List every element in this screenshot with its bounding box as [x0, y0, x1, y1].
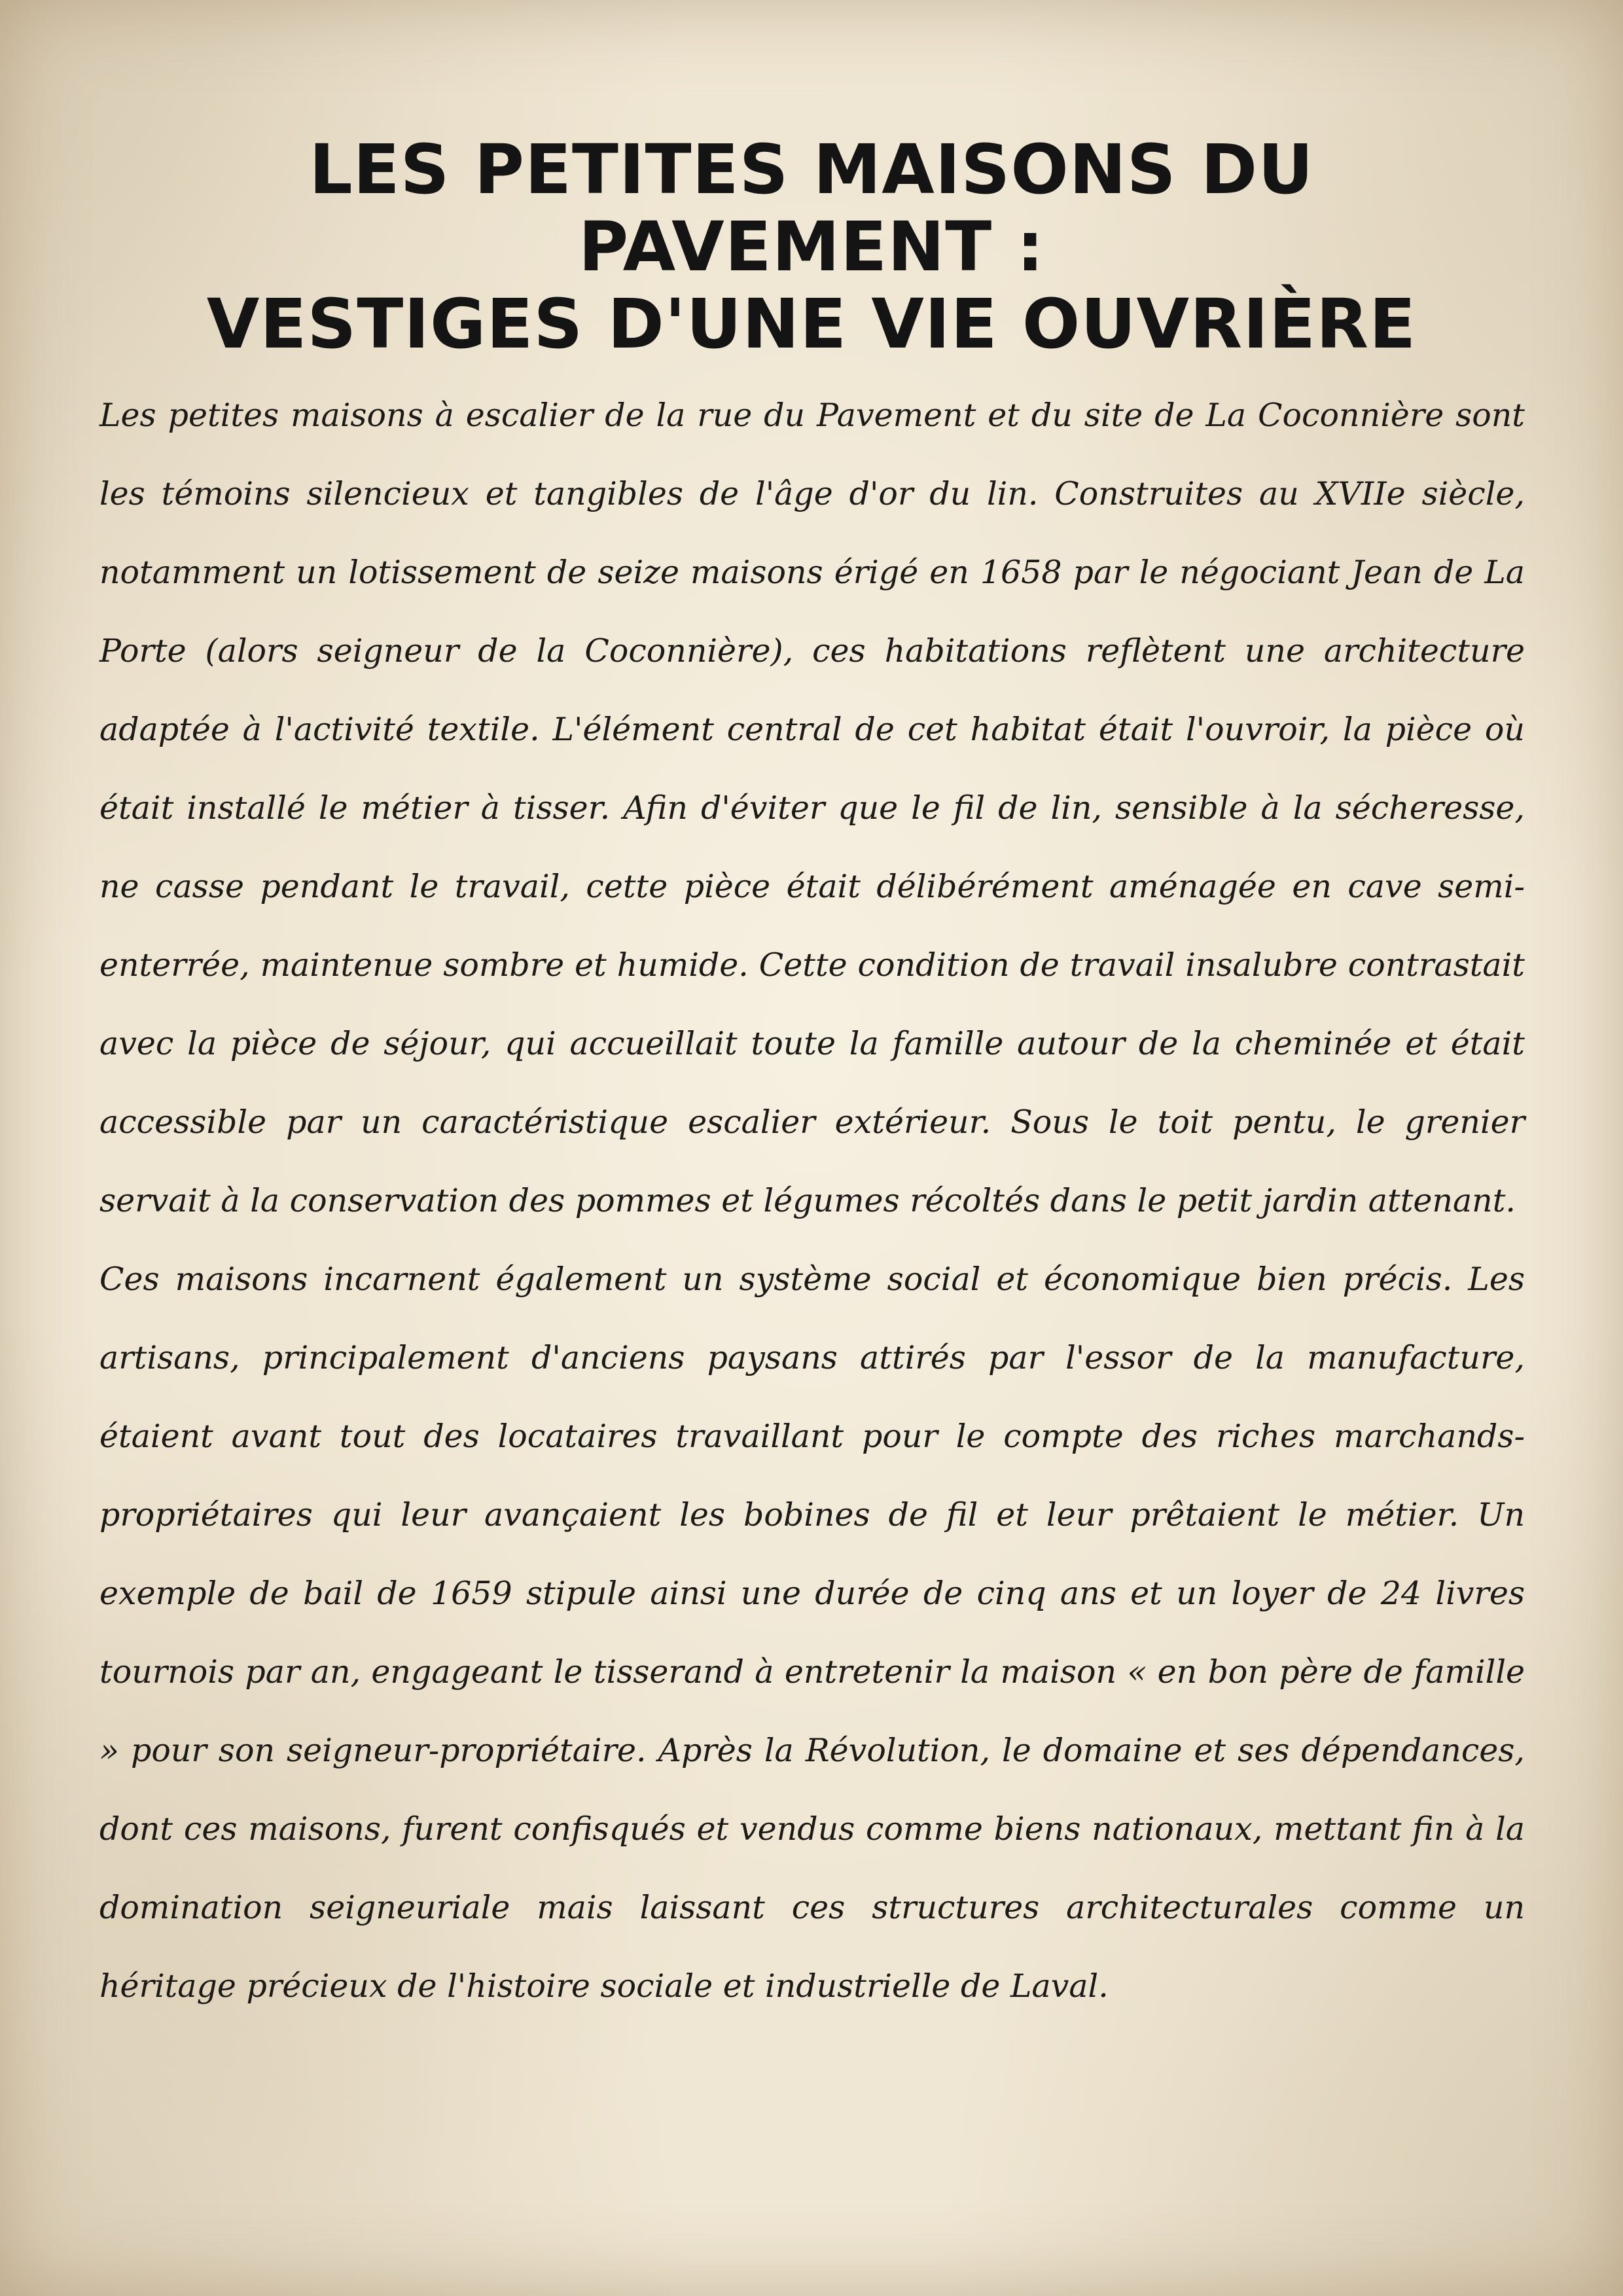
body-paragraph-1: Les petites maisons à escalier de la rue du Pavement et du site de La Coconnière sont les témoins silencieux et tangibles de l'âge d'or du lin. Construites au XVIIe siècle, notamment un lotissement de seize maisons érigé en 1658 par le négociant Jean de La Porte (alors seigneur de la Coconnière), ces habitations reflètent une architecture adaptée à l'activité textile. L'élément central de cet habitat était l'ouvroir, la pièce où était installé le métier à tisser. Afin d'éviter que le fil de lin, sensible à la sécheresse, ne casse pendant le travail, cette pièce était délibérément aménagée en cave semi-enterrée, maintenue sombre et humide. Cette condition de travail insalubre contrastait avec la pièce de séjour, qui accueillait toute la famille autour de la cheminée et était accessible par un caractéristique escalier extérieur. Sous le toit pentu, le grenier servait à la conservation des pommes et légumes récoltés dans le petit jardin attenant. [99, 397, 1525, 1219]
page-title [131, 131, 1492, 363]
page-title-line-1: LES PETITES MAISONS DU PAVEMENT : [309, 130, 1314, 287]
page-title-line-2: VESTIGES D'UNE VIE OUVRIÈRE [206, 284, 1417, 364]
body-paragraph-2: Ces maisons incarnent également un système social et économique bien précis. Les artisans, principalement d'anciens paysans attirés par l'essor de la manufacture, étaient avant tout des locataires travaillant pour le compte des riches marchands-propriétaires qui leur avançaient les bobines de fil et leur prêtaient le métier. Un exemple de bail de 1659 stipule ainsi une durée de cinq ans et un loyer de 24 livres tournois par an, engageant le tisserand à entretenir la maison « en bon père de famille » pour son seigneur-propriétaire. Après la Révolution, le domaine et ses dépendances, dont ces maisons, furent confisqués et vendus comme biens nationaux, mettant fin à la domination seigneuriale mais laissant ces structures architecturales comme un héritage précieux de l'histoire sociale et industrielle de Laval. [99, 1261, 1525, 2005]
